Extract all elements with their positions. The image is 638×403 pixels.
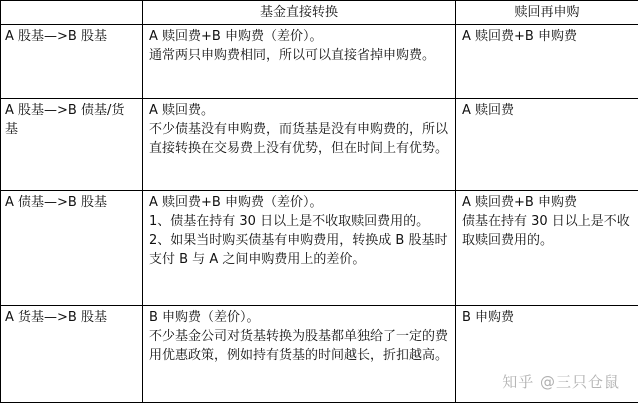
table-row — [1, 99, 638, 191]
redeem-repurchase-cell — [456, 25, 638, 99]
direct-conversion-cell — [143, 306, 456, 403]
cell-text: 债基在持有 30 日以上是不收取赎回费用的。 — [462, 212, 632, 250]
cell-text: A 赎回费+B 申购费（差价）。 — [149, 193, 449, 212]
row-label-cell — [1, 99, 143, 191]
redeem-repurchase-cell — [456, 191, 638, 306]
cell-text: A 赎回费+B 申购费 — [462, 27, 632, 46]
cell-text: B 申购费 — [462, 308, 632, 327]
cell-text: A 赎回费+B 申购费（差价）。 — [149, 27, 449, 46]
row-label: A 股基—>B 债基/货基 — [5, 101, 136, 139]
row-label-cell — [1, 191, 143, 306]
header-redeem-repurchase: 赎回再申购 — [456, 1, 638, 25]
row-label-cell — [1, 306, 143, 403]
row-label: A 股基—>B 股基 — [5, 27, 136, 46]
cell-text: 1、债基在持有 30 日以上是不收取赎回费用的。 — [149, 212, 449, 231]
direct-conversion-cell — [143, 191, 456, 306]
cell-text: 不少债基没有申购费，而货基是没有申购费的，所以直接转换在交易费上没有优势，但在时间上有优势。 — [149, 120, 449, 158]
table-row — [1, 25, 638, 99]
row-label: A 债基—>B 股基 — [5, 193, 136, 212]
cell-text: 不少基金公司对货基转换为股基都单独给了一定的费用优惠政策，例如持有货基的时间越长，折扣越高。 — [149, 327, 449, 365]
row-label-cell — [1, 25, 143, 99]
table-row — [1, 191, 638, 306]
cell-text: A 赎回费+B 申购费 — [462, 193, 632, 212]
zhihu-watermark: 知乎 @三只仓鼠 — [502, 371, 620, 392]
cell-text: A 赎回费。 — [149, 101, 449, 120]
direct-conversion-cell — [143, 99, 456, 191]
direct-conversion-cell — [143, 25, 456, 99]
row-label: A 货基—>B 股基 — [5, 308, 136, 327]
cell-text: 2、如果当时购买债基有申购费用，转换成 B 股基时支付 B 与 A 之间申购费用上的差价。 — [149, 231, 449, 269]
cell-text: B 申购费（差价）。 — [149, 308, 449, 327]
cell-text: A 赎回费 — [462, 101, 632, 120]
table-header-row — [1, 1, 638, 25]
header-empty-cell — [1, 1, 143, 25]
redeem-repurchase-cell — [456, 99, 638, 191]
cell-text: 通常两只申购费相同，所以可以直接省掉申购费。 — [149, 46, 449, 65]
header-direct-conversion: 基金直接转换 — [143, 1, 456, 25]
